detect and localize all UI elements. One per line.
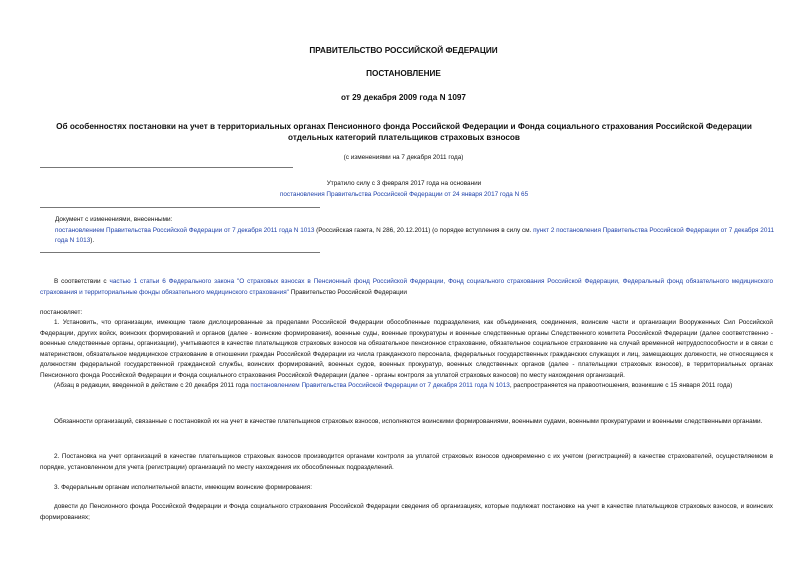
item-1-text: 1. Установить, что организации, имеющие такие дислоцированные за пределами Российской Федерации обособленные подразделения, как объединения, соединения, воинские части и организации Вооруженных Сил Российской Федерации, других войск, воинских формирований и органов (далее - воинские формирования), военные суды, военные прокуратуры и военные следственные органы Следственного комитета Российской Федерации (далее соответственно - военные следственные органы, организации), учитываются в качестве плательщиков страховых взносов на обязательное пенсионное страхование, обязательное социальное страхование на случай временной нетрудоспособности и в связи с материнством, обязательное медицинское страхование в отношении граждан Российской Федерации из числа гражданского персонала, федеральных государственных гражданских служащих и лиц, замещающих должности, не относящиеся к должностям федеральной государственной гражданской службы, воинских формирований, военных судов, военных прокуратур, военных следственных органов (далее - плательщики страховых взносов), в территориальных органах Пенсионного фонда Российской Федерации и Фонда социального страхования Российской Федерации (далее - органы контроля за уплатой страховых взносов) по месту нахождения организаций.: [40, 319, 773, 379]
date-number: от 29 декабря 2009 года N 1097: [341, 93, 466, 102]
item-1: [40, 318, 773, 392]
law-link[interactable]: частью 1 статьи 6 Федерального закона "О страховых взносах в Пенсионный фонд Российской Федерации, Фонд социального страхования Российской Федерации, Федеральный фонд обязательного медицинского страхования и территориальные фонды обязательного медицинского страхования": [40, 278, 774, 296]
item-3-subitem-text: довести до Пенсионного фонда Российской Федерации и Фонда социального страхования Российской Федерации сведения об организациях, которые подлежат постановке на учет в качестве плательщиков страховых взносов, и воинских формированиях;: [40, 503, 773, 521]
item-1-duties-text: Обязанности организаций, связанные с постановкой их на учет в качестве плательщиков страховых взносов, исполняются воинскими формированиями, военными судами, военными прокуратурами и военными следственными органами.: [54, 418, 763, 425]
intro-end: Правительство Российской Федерации: [288, 288, 407, 296]
item-1-note: (Абзац в редакции, введенной в действие с 20 декабря 2011 года: [54, 382, 251, 389]
item-3-subitem: [40, 502, 773, 523]
resolves-line: постановляет:: [40, 309, 83, 316]
amendments-entry: [55, 226, 775, 247]
amendment-text: (Российская газета, N 286, 20.12.2011) (о порядке вступления в силу см.: [314, 226, 534, 234]
intro-text: В соответствии с: [54, 278, 110, 285]
amendment-text-end: ).: [90, 237, 95, 244]
doc-type-title: ПОСТАНОВЛЕНИЕ: [366, 69, 441, 78]
amendments-block: [55, 215, 775, 247]
intro-paragraph: [40, 277, 773, 298]
item-2: [40, 452, 773, 473]
amendment-link[interactable]: постановлением Правительства Российской Федерации от 7 декабря 2011 года N 1013: [55, 226, 315, 234]
item-2-text: 2. Постановка на учет организаций в качестве плательщиков страховых взносов производится органами контроля за уплатой страховых взносов одновременно с их учетом (регистрацией) в качестве страхователей, осуществляемом в порядке, установленном для учета (регистрации) организаций по месту нахождения их обособленных подразделений.: [40, 453, 773, 471]
divider: [40, 207, 320, 208]
item-3-text: 3. Федеральным органам исполнительной власти, имеющим воинские формирования:: [54, 484, 312, 491]
lost-force-text: Утратило силу с 3 февраля 2017 года на основании: [326, 180, 482, 187]
document-subject: Об особенностях постановки на учет в территориальных органах Пенсионного фонда Российской Федерации и Фонда социального страхования Российской Федерации отдельных категорий плательщиков страховых взносов: [56, 122, 752, 142]
item-3: [40, 483, 773, 494]
government-title: ПРАВИТЕЛЬСТВО РОССИЙСКОЙ ФЕДЕРАЦИИ: [309, 46, 498, 55]
amendment-link-effect[interactable]: пункт 2 постановления Правительства Российской Федерации от 7 декабря 2011 года N 1013: [55, 226, 775, 244]
divider: [40, 167, 293, 168]
lost-force-block: [250, 179, 558, 200]
item-1-note-link[interactable]: постановлением Правительства Российской Федерации от 7 декабря 2011 года N 1013: [250, 382, 510, 389]
amendments-intro: Документ с изменениями, внесенными:: [55, 216, 173, 223]
item-1-note-end: , распространяется на правоотношения, возникшие с 15 января 2011 года): [509, 382, 733, 389]
item-1-duties: [40, 417, 773, 428]
divider: [40, 252, 320, 253]
lost-force-link[interactable]: постановления Правительства Российской Федерации от 24 января 2017 года N 65: [279, 190, 529, 198]
changes-note: (с изменениями на 7 декабря 2011 года): [343, 154, 464, 161]
